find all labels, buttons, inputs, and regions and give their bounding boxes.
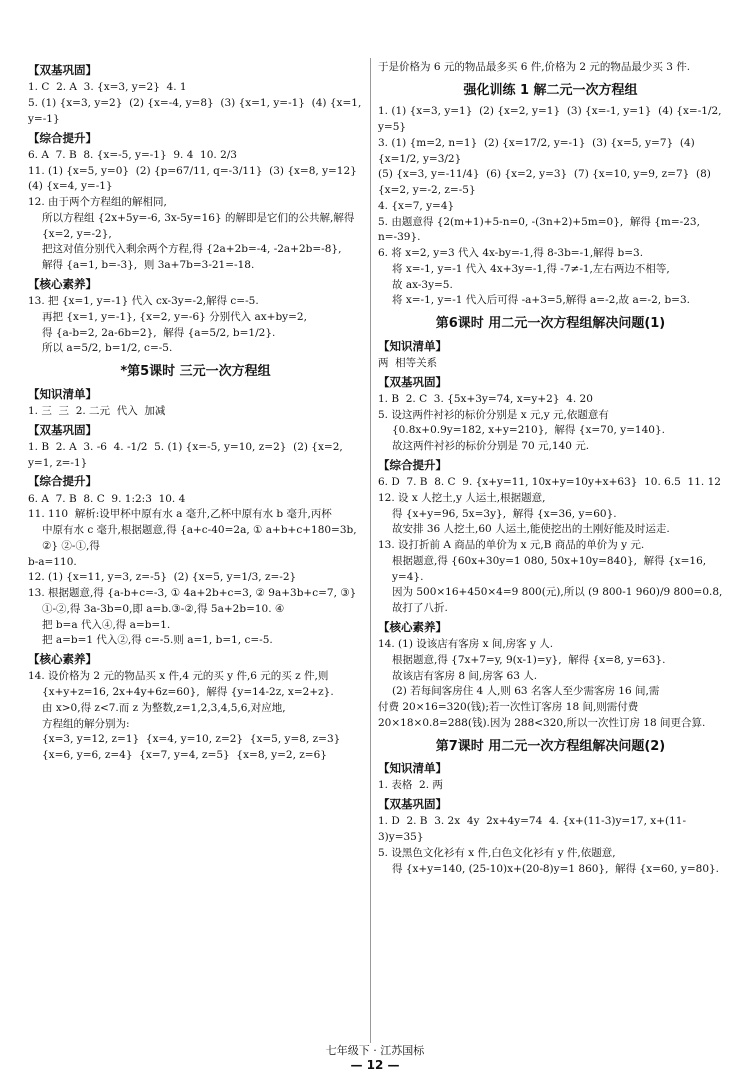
answer-line: 故这两件衬衫的标价分别是 70 元,140 元. — [392, 440, 590, 452]
answer-line: 14. (1) 设该店有客房 x 间,房客 y 人. — [378, 638, 554, 650]
section-heading: 【综合提升】 — [378, 457, 447, 472]
answer-line: 1. (1) {x=3, y=1} (2) {x=2, y=1} (3) {x=-1, y=1} (4) {x=-1/2, y=5} — [378, 105, 725, 133]
book-title: 七年级下 · 江苏国标 — [325, 1044, 425, 1057]
lesson-title: 第7课时 用二元一次方程组解决问题(2) — [435, 738, 666, 754]
answer-line: 1. 三 三 2. 二元 代入 加减 — [28, 404, 166, 417]
answer-line: 因为 500×16+450×4=9 800(元),所以 (9 800-1 960)/9 800=0.8, — [392, 586, 723, 599]
section-heading: 【核心素养】 — [28, 652, 97, 666]
answer-line: 13. 把 {x=1, y=-1} 代入 cx-3y=-2,解得 c=-5. — [28, 295, 259, 307]
answer-line: 故安排 36 人挖土,60 人运土,能使挖出的土刚好能及时运走. — [392, 523, 670, 536]
answer-line: 两 相等关系 — [378, 356, 438, 369]
section-heading: 【知识清单】 — [28, 386, 97, 401]
column-divider — [370, 58, 371, 1043]
section-heading: 【综合提升】 — [28, 474, 97, 489]
answer-line: 把 a=b=1 代入②,得 c=-5.则 a=1, b=1, c=-5. — [42, 634, 273, 647]
answer-line: 由 x>0,得 z<7.而 z 为整数,z=1,2,3,4,5,6,对应地, — [42, 701, 286, 714]
answer-line: 6. A 7. B 8. C 9. 1:2:3 10. 4 — [28, 492, 186, 505]
answer-line: (5) {x=3, y=-11/4} (6) {x=2, y=3} (7) {x=10, y=9, z=7} (8) {x=2, y=-2, z=-5} — [378, 168, 715, 196]
answer-line: 6. A 7. B 8. {x=-5, y=-1} 9. 4 10. 2/3 — [28, 148, 237, 161]
answer-line: b-a=110. — [28, 555, 77, 568]
answer-line: 12. 由于两个方程组的解相同, — [28, 196, 167, 208]
answer-line: 将 x=-1, y=-1 代入 4x+3y=-1,得 -7≠-1,左右两边不相等, — [392, 262, 670, 275]
answer-line: {0.8x+0.9y=182, x+y=210}, 解得 {x=70, y=140}. — [392, 424, 665, 437]
answer-line: 再把 {x=1, y=-1}, {x=2, y=-6} 分别代入 ax+by=2, — [42, 310, 307, 323]
section-heading: 【双基巩固】 — [378, 797, 447, 811]
section-heading: 【双基巩固】 — [378, 374, 447, 389]
answer-line: 5. (1) {x=3, y=2} (2) {x=-4, y=8} (3) {x=1, y=-1} (4) {x=1, y=-1} — [28, 97, 365, 125]
section-heading: 【知识清单】 — [378, 761, 447, 775]
answer-line: 所以 a=5/2, b=1/2, c=-5. — [42, 342, 173, 355]
answer-line: 得 {x+y=140, (25-10)x+(20-8)y=1 860}, 解得 {x=60, y=80}. — [392, 862, 720, 875]
answer-line: 付费 20×16=320(钱);若一次性订客房 18 间,则需付费 20×18×0.8=288(钱).因为 288<320,所以一次性订房 18 间更合算. — [378, 701, 706, 729]
answer-line: 1. D 2. B 3. 2x 4y 2x+4y=74 4. {x+(11-3)y=17, x+(11-3)y=35} — [378, 815, 686, 843]
answer-line: 于是价格为 6 元的物品最多买 6 件,价格为 2 元的物品最少买 3 件. — [378, 61, 691, 73]
answer-line: 1. B 2. A 3. -6 4. -1/2 5. (1) {x=-5, y=10, z=2} (2) {x=2, y=1, z=-1} — [28, 440, 347, 469]
answer-line: 解得 {a=1, b=-3}, 则 3a+7b=3-21=-18. — [42, 259, 255, 271]
lesson-title: *第5课时 三元一次方程组 — [120, 364, 271, 379]
answer-line: 故该店有客房 8 间,房客 63 人. — [392, 669, 538, 682]
answer-line: 把这对值分别代入剩余两个方程,得 {2a+2b=-4, -2a+2b=-8}, — [42, 243, 342, 256]
answer-line: 根据题意,得 {7x+7=y, 9(x-1)=y}, 解得 {x=8, y=63}. — [392, 653, 666, 666]
answer-line: 把 b=a 代入④,得 a=b=1. — [42, 618, 171, 631]
answer-line: 3. (1) {m=2, n=1} (2) {x=17/2, y=-1} (3) {x=5, y=7} (4) {x=1/2, y=3/2} — [378, 136, 699, 165]
answer-line: 根据题意,得 {60x+30y=1 080, 50x+10y=840}, 解得 {x=16, y=4}. — [392, 554, 710, 583]
section-heading: 【双基巩固】 — [28, 422, 97, 437]
section-heading: 【核心素养】 — [378, 619, 447, 634]
section-heading: 【综合提升】 — [28, 130, 97, 145]
right-column — [378, 60, 723, 877]
answer-line: ①-②,得 3a-3b=0,即 a=b.③-②,得 5a+2b=10. ④ — [42, 602, 285, 615]
answer-line: 14. 设价格为 2 元的物品买 x 件,4 元的买 y 件,6 元的买 z 件,则 — [28, 670, 329, 683]
left-column — [28, 60, 363, 764]
answer-line: 12. 设 x 人挖土,y 人运土,根据题意, — [378, 491, 546, 504]
lesson-title: 强化训练 1 解二元一次方程组 — [463, 82, 638, 98]
answer-line: 所以方程组 {2x+5y=-6, 3x-5y=16} 的解即是它们的公共解,解得 {x=2, y=-2}, — [42, 211, 358, 240]
answer-line: 5. 设这两件衬衫的标价分别是 x 元,y 元,依题意有 — [378, 408, 609, 421]
answer-line: 故 ax-3y=5. — [392, 278, 453, 291]
answer-line: 中原有水 c 毫升,根据题意,得 {a+c-40=2a, ① a+b+c+180=3b, ②} ②-①,得 — [42, 524, 360, 552]
answer-line: {x+y+z=16, 2x+4y+6z=60}, 解得 {y=14-2z, x=2+z}. — [42, 686, 334, 698]
answer-line: 12. (1) {x=11, y=3, z=-5} (2) {x=5, y=1/3, z=-2} — [28, 571, 297, 584]
answer-line: 5. 设黑色文化衫有 x 件,白色文化衫有 y 件,依题意, — [378, 846, 616, 859]
answer-line: 得 {a-b=2, 2a-6b=2}, 解得 {a=5/2, b=1/2}. — [42, 326, 276, 339]
answer-line: 1. B 2. C 3. {5x+3y=74, x=y+2} 4. 20 — [378, 392, 593, 405]
answer-line: 5. 由题意得 {2(m+1)+5-n=0, -(3n+2)+5m=0}, 解得 {m=-23, n=-39}. — [378, 215, 704, 244]
page-number: — 12 — — [350, 1058, 400, 1072]
section-heading: 【双基巩固】 — [28, 63, 97, 77]
answer-line: 11. 110 解析:设甲杯中原有水 a 毫升,乙杯中原有水 b 毫升,丙杯 — [28, 508, 332, 521]
answer-line: 得 {x+y=96, 5x=3y}, 解得 {x=36, y=60}. — [392, 507, 617, 520]
answer-line: 13. 根据题意,得 {a-b+c=-3, ① 4a+2b+c=3, ② 9a+3b+c=7, ③} — [28, 587, 357, 599]
answer-line: (2) 若每间客房住 4 人,则 63 名客人至少需客房 16 间,需 — [392, 685, 660, 698]
answer-line: 13. 设打折前 A 商品的单价为 x 元,B 商品的单价为 y 元. — [378, 539, 645, 551]
section-heading: 【知识清单】 — [378, 338, 447, 353]
lesson-title: 第6课时 用二元一次方程组解决问题(1) — [435, 316, 666, 331]
answer-line: 4. {x=7, y=4} — [378, 199, 455, 212]
answer-line: 1. 表格 2. 两 — [378, 779, 443, 792]
answer-line: {x=3, y=12, z=1} {x=4, y=10, z=2} {x=5, y=8, z=3} {x=6, y=6, z=4} {x=7, y=4, z=5} {x=8, y=2, z=6} — [42, 733, 347, 761]
section-heading: 【核心素养】 — [28, 276, 97, 291]
answer-line: 1. C 2. A 3. {x=3, y=2} 4. 1 — [28, 81, 187, 94]
answer-line: 将 x=-1, y=-1 代入后可得 -a+3=5,解得 a=-2,故 a=-2, b=3. — [392, 294, 690, 307]
answer-line: 6. D 7. B 8. C 9. {x+y=11, 10x+y=10y+x+63} 10. 6.5 11. 12 — [378, 476, 721, 488]
answer-line: 方程组的解分别为: — [42, 717, 130, 730]
answer-line: 故打了八折. — [392, 602, 448, 614]
answer-line: 11. (1) {x=5, y=0} (2) {p=67/11, q=-3/11} (3) {x=8, y=12} (4) {x=4, y=-1} — [28, 164, 364, 193]
answer-line: 6. 将 x=2, y=3 代入 4x-by=-1,得 8-3b=-1,解得 b=3. — [378, 247, 644, 259]
